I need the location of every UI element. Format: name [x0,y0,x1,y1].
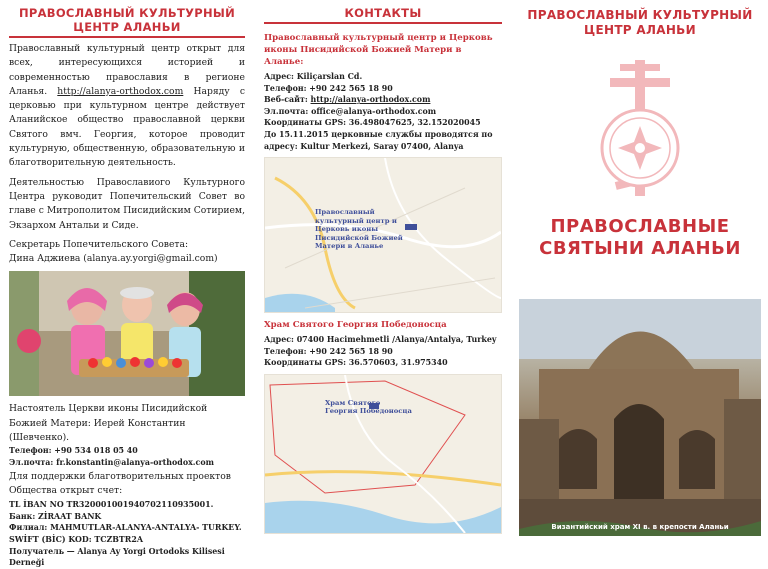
bank-branch: Филиал: MAHMUTLAR-ALANYA-ANTALYA- TURKEY. [9,523,242,533]
bank-recipient: Получатель — Alanya Ay Yorgi Ortodoks Kilisesi Derneği [9,546,225,568]
rector-paragraph: Настоятель Церкви иконы Писидийской Божией Матери: Иерей Константин (Шевченко). [9,403,208,444]
intro-paragraph: Православный культурный центр открыт для всех, интересующихся историей и современностью православия в регионе Аланья. http://alanya-orthodox.com Наряду с церковью при культурном центре действует Аланийское общество православной церкви Святого вмч. Георгия, которое проводит культурную, общественную, образовательную и благотворительную деятельность. [9,43,245,169]
bank-iban: TL İBAN NO TR320001001940702110935001. [9,500,214,510]
board-paragraph: Деятельностью Православиого Культурного Центра руководит Попечительский Совет во главе с Митрополитом Писидийским Сотирием, Экзархом Антальи и Сиде. [9,176,245,231]
bank-swift: SWİFT (BİC) KOD: TCZBTR2A [9,534,143,544]
rector-email: Эл.почта: fr.konstantin@alanya-orthodox.com [9,457,214,467]
column-about [0,0,254,568]
center-website-link[interactable]: http://alanya-orthodox.com [310,95,431,105]
photo-caption: Византийский храм XI в. в крепости Аланьи [551,523,729,531]
center-gps: Координаты GPS: 36.498047625, 32.152020045 [264,118,481,128]
secretary-paragraph: Секретарь Попечительского Совета: Дина Аджиева (alanya.ay.yorgi@gmail.com) [9,238,218,265]
heading-rule [9,36,245,38]
rector-phone: Телефон: +90 534 018 05 40 [9,446,138,456]
cross-emblem-icon [512,56,768,206]
church2-map[interactable] [264,374,502,534]
center-email: Эл.почта: office@alanya-orthodox.com [264,106,437,116]
church2-gps: Координаты GPS: 36.570603, 31.975340 [264,358,448,368]
church2-phone: Телефон: +90 242 565 18 90 [264,346,393,356]
donation-paragraph: Для поддержки благотворительных проектов Общества открыт счет: [9,470,231,496]
center-address: Адрес: Kiliçarslan Cd. [264,72,363,81]
cover-title: ПРАВОСЛАВНЫЕ СВЯТЫНИ АЛАНЬИ [539,216,741,259]
byzantine-church-photo [519,299,761,536]
center-phone: Телефон: +90 242 565 18 90 [264,83,393,93]
about-heading: ПРАВОСЛАВНЫЙ КУЛЬТУРНЫЙ ЦЕНТР АЛАНЬИ [18,6,236,34]
children-photo [9,271,245,396]
church2-address: Адрес: 07400 Hacimehmetli /Alanya/Antalya, Turkey [264,335,497,345]
center-map[interactable] [264,157,502,313]
center-map-label: Православный культурный центр и Церковь иконы Писидийской Божией Матери в Аланье [315,208,403,251]
cover-heading: ПРАВОСЛАВНЫЙ КУЛЬТУРНЫЙ ЦЕНТР АЛАНЬИ [527,8,753,37]
center-website: Веб-сайт: http://alanya-orthodox.com [264,95,431,105]
heading-rule [264,22,502,24]
church2-title: Храм Святого Георгия Победоносца [264,320,447,331]
column-contacts [256,0,510,543]
church2-map-label: Храм Святого Георгия Победоносца [325,398,412,416]
bank-name: Банк: ZİRAAT BANK [9,511,102,521]
contacts-heading: КОНТАКТЫ [344,6,422,20]
center-note: До 15.11.2015 церковные службы проводятся по адресу: Kultur Merkezi, Saray 07400, Alanya [264,129,493,151]
center-title: Православный культурный центр и Церковь иконы Писидийской Божией Матери в Аланье: [264,33,493,67]
column-cover [512,0,768,543]
website-link[interactable]: http://alanya-orthodox.com [57,85,184,97]
